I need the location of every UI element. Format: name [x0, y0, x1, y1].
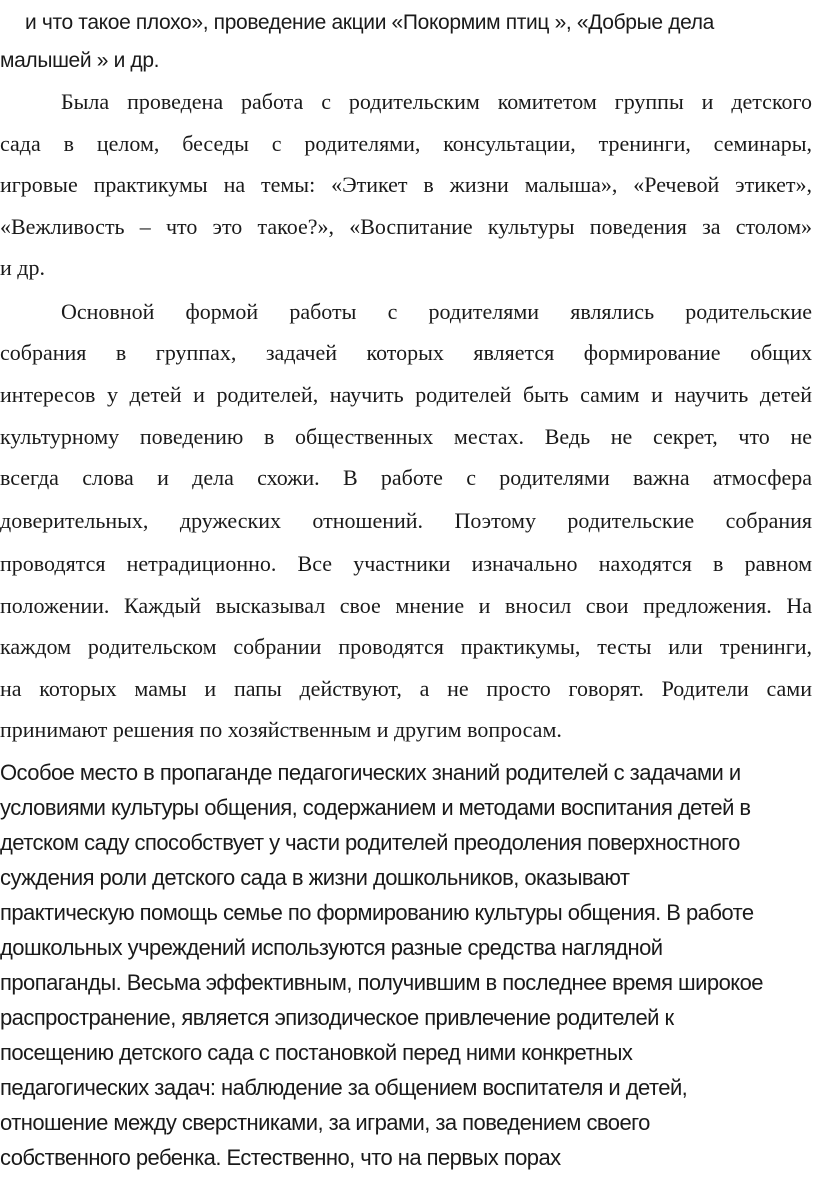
paragraph-line: дошкольных учреждений используются разные средства наглядной	[0, 935, 663, 960]
text-line: малышей » и др.	[0, 49, 160, 72]
paragraph-line: суждения роли детского сада в жизни дошкольников, оказывают	[0, 865, 630, 890]
paragraph-line: всегда слова и дела схожи. В работе с родителями важна атмосфера	[0, 465, 812, 490]
paragraph-line: практическую помощь семье по формированию культуры общения. В работе	[0, 900, 754, 925]
paragraph-line: принимают решения по хозяйственным и другим вопросам.	[0, 717, 562, 742]
paragraph-line: сада в целом, беседы с родителями, консультации, тренинги, семинары,	[0, 131, 812, 156]
paragraph-line: отношение между сверстниками, за играми, за поведением своего	[0, 1110, 650, 1135]
paragraph-line: педагогических задач: наблюдение за общением воспитателя и детей,	[0, 1075, 688, 1100]
paragraph-line: интересов у детей и родителей, научить родителей быть самим и научить детей	[0, 382, 812, 407]
text-line: и что такое плохо», проведение акции «Покормим птиц », «Добрые дела	[25, 11, 714, 34]
paragraph-line: проводятся нетрадиционно. Все участники изначально находятся в равном	[0, 551, 812, 576]
paragraph-line: культурному поведению в общественных местах. Ведь не секрет, что не	[0, 424, 812, 449]
paragraph-line: доверительных, дружеских отношений. Поэтому родительские собрания	[0, 508, 812, 533]
paragraph-line: пропаганды. Весьма эффективным, получившим в последнее время широкое	[0, 970, 763, 995]
paragraph-line: «Вежливость – что это такое?», «Воспитание культуры поведения за столом»	[0, 214, 812, 239]
paragraph-line: Была проведена работа с родительским комитетом группы и детского	[61, 89, 812, 114]
paragraph-line: посещению детского сада с постановкой перед ними конкретных	[0, 1040, 633, 1065]
paragraph-line: положении. Каждый высказывал свое мнение и вносил свои предложения. На	[0, 593, 812, 618]
paragraph-line: игровые практикумы на темы: «Этикет в жизни малыша», «Речевой этикет»,	[0, 172, 812, 197]
paragraph-line: условиями культуры общения, содержанием и методами воспитания детей в	[0, 795, 751, 820]
paragraph-line: собственного ребенка. Естественно, что на первых порах	[0, 1145, 561, 1170]
paragraph-line: и др.	[0, 255, 45, 280]
paragraph-line: распространение, является эпизодическое привлечение родителей к	[0, 1005, 674, 1030]
paragraph-line: Особое место в пропаганде педагогических знаний родителей с задачами и	[0, 760, 741, 785]
paragraph-line: детском саду способствует у части родителей преодоления поверхностного	[0, 830, 740, 855]
paragraph-line: каждом родительском собрании проводятся практикумы, тесты или тренинги,	[0, 634, 812, 659]
paragraph-line: Основной формой работы с родителями являлись родительские	[61, 299, 812, 324]
paragraph-line: собрания в группах, задачей которых является формирование общих	[0, 340, 812, 365]
paragraph-line: на которых мамы и папы действуют, а не просто говорят. Родители сами	[0, 676, 812, 701]
